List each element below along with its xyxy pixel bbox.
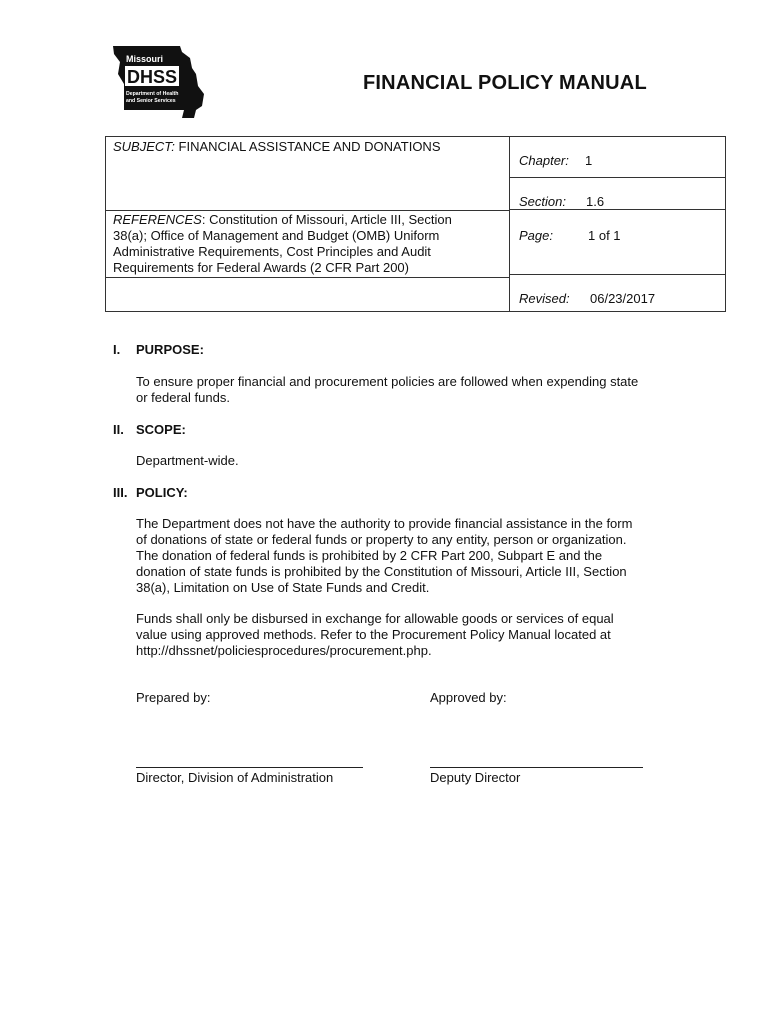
chapter-label: Chapter: — [519, 153, 569, 168]
logo-dept-line2: and Senior Services — [126, 98, 176, 104]
subject-label: SUBJECT: — [113, 139, 175, 154]
section-value: 1.6 — [586, 194, 605, 209]
subject-cell — [106, 137, 510, 211]
scope-number: II. — [113, 422, 124, 437]
page-title: FINANCIAL POLICY MANUAL — [363, 72, 647, 94]
logo-missouri-text: Missouri — [126, 54, 164, 64]
references-line: Administrative Requirements, Cost Principles and Audit — [113, 244, 431, 259]
revised-label: Revised: — [519, 291, 570, 306]
approved-by-title: Deputy Director — [430, 770, 521, 785]
prepared-by-title: Director, Division of Administration — [136, 770, 334, 785]
subject-value: FINANCIAL ASSISTANCE AND DONATIONS — [178, 139, 441, 154]
policy-heading: POLICY: — [136, 485, 188, 500]
section-label: Section: — [519, 194, 566, 209]
empty-cell — [106, 278, 510, 312]
page-label: Page: — [519, 228, 553, 243]
prepared-signature-line — [136, 767, 363, 768]
references-cell — [106, 211, 510, 278]
purpose-number: I. — [113, 342, 121, 357]
logo-dept-line1: Department of Health — [126, 91, 179, 97]
purpose-text — [136, 374, 696, 406]
meta-cell — [510, 137, 726, 312]
revised-value: 06/23/2017 — [590, 291, 656, 306]
references-line: Requirements for Federal Awards (2 CFR Part 200) — [113, 260, 409, 275]
dhss-logo — [110, 44, 206, 122]
approved-by-label: Approved by: — [430, 690, 507, 705]
text-line: http://dhssnet/policiesprocedures/procurement.php. — [136, 643, 432, 658]
page-value: 1 of 1 — [588, 228, 621, 243]
policy-header-table — [105, 136, 726, 312]
policy-paragraph-1 — [136, 516, 696, 596]
references-line: 38(a); Office of Management and Budget (OMB) Uniform — [113, 228, 440, 243]
scope-text — [136, 453, 696, 469]
purpose-heading: PURPOSE: — [136, 342, 204, 357]
text-line: of donations of state or federal funds or property to any entity, person or organization. — [136, 532, 627, 547]
references-label: REFERENCES — [113, 212, 202, 227]
chapter-value: 1 — [585, 153, 593, 168]
text-line: The Department does not have the authority to provide financial assistance in the form — [136, 516, 633, 531]
prepared-by-label: Prepared by: — [136, 690, 211, 705]
text-line: or federal funds. — [136, 390, 230, 405]
text-line: The donation of federal funds is prohibited by 2 CFR Part 200, Subpart E and the — [136, 548, 603, 563]
approved-signature-line — [430, 767, 643, 768]
text-line: To ensure proper financial and procurement policies are followed when expending state — [136, 374, 639, 389]
text-line: Department-wide. — [136, 453, 239, 468]
text-line: Funds shall only be disbursed in exchange for allowable goods or services of equal — [136, 611, 614, 626]
text-line: 38(a), Limitation on Use of State Funds and Credit. — [136, 580, 430, 595]
scope-heading: SCOPE: — [136, 422, 186, 437]
text-line: donation of state funds is prohibited by the Constitution of Missouri, Article III, Section — [136, 564, 627, 579]
policy-paragraph-2 — [136, 611, 696, 659]
text-line: value using approved methods. Refer to the Procurement Policy Manual located at — [136, 627, 611, 642]
logo-dhss-text: DHSS — [127, 67, 178, 87]
references-line: : Constitution of Missouri, Article III, Section — [201, 212, 452, 227]
policy-number: III. — [113, 485, 128, 500]
